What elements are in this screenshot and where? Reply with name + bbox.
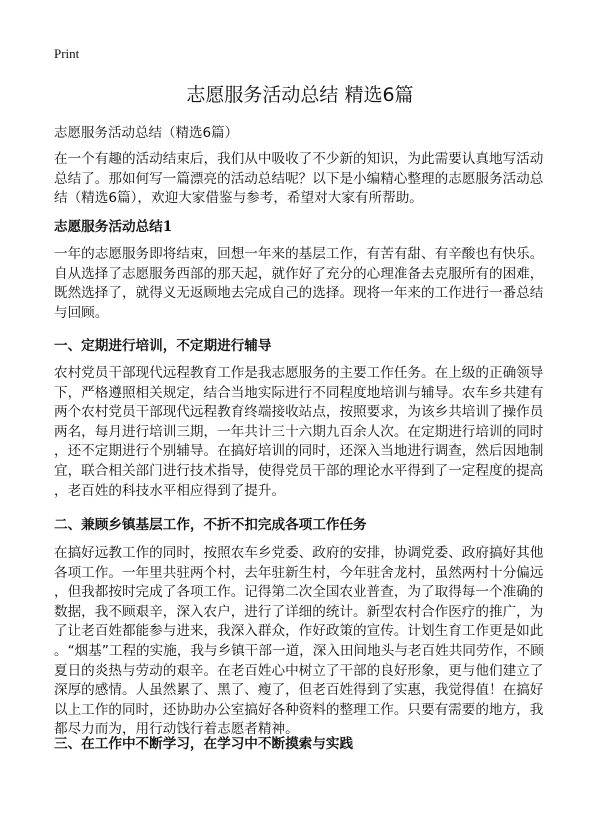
text-line: 宜，联合相关部门进行技术指导，使得党员干部的理论水平得到了一定程度的提高	[54, 462, 544, 479]
text-line: 。“烟基”工程的实施，我与乡镇干部一道，深入田间地头与老百姓共同劳作，不顾	[54, 642, 544, 659]
text-line: 两个农村党员干部现代远程教育终端接收站点，按照要求，为该乡共培训了操作员	[54, 404, 544, 421]
intro-paragraph	[54, 150, 554, 209]
print-link[interactable]: Print	[54, 46, 80, 61]
text-line: 总结了。那如何写一篇漂亮的活动总结呢？以下是小编精心整理的志愿服务活动总	[54, 170, 544, 187]
heading-a: 一、定期进行培训，不定期进行辅导	[54, 338, 272, 354]
heading-b: 二、兼顾乡镇基层工作，不折不扣完成各项工作任务	[54, 517, 367, 533]
text-line: 两名，每月进行培训三期，一年共计三十六期九百余人次。在定期进行培训的同时	[54, 423, 544, 440]
text-line: ，还不定期进行个别辅导。在搞好培训的同时，还深入当地进行调查，然后因地制	[54, 443, 544, 460]
text-line: 自从选择了志愿服务西部的那天起，就作好了充分的心理准备去克服所有的困难，	[54, 265, 544, 282]
text-line: 一年的志愿服务即将结束，回想一年来的基层工作，有苦有甜、有辛酸也有快乐。	[54, 246, 544, 262]
text-line: 数据，我不顾艰辛，深入农户，进行了详细的统计。新型农村合作医疗的推广，为	[54, 603, 544, 620]
paragraph-b	[54, 544, 554, 740]
text-line: 以上工作的同时，还协助办公室搞好各种资料的整理工作。只要有需要的地方，我	[54, 701, 544, 718]
section1-paragraph	[54, 245, 554, 323]
text-line: 夏日的炎热与劳动的艰辛。在老百姓心中树立了干部的良好形象，更与他们建立了	[54, 662, 544, 679]
text-line: 与回顾。	[54, 304, 109, 321]
text-line: 既然选择了，就得义无返顾地去完成自己的选择。现将一年来的工作进行一番总结	[54, 285, 544, 302]
text-line: 在搞好远教工作的同时，按照农车乡党委、政府的安排，协调党委、政府搞好其他	[54, 545, 544, 561]
text-line: 下，严格遵照相关规定，结合当地实际进行不同程度地培训与辅导。农车乡共建有	[54, 384, 544, 401]
text-line: 农村党员干部现代远程教育工作是我志愿服务的主要工作任务。在上级的正确领导	[54, 365, 544, 381]
heading-c: 三、在工作中不断学习，在学习中不断摸索与实践	[54, 736, 354, 752]
text-line: 了让老百姓都能参与进来，我深入群众，作好政策的宣传。计划生育工作更是如此	[54, 623, 544, 640]
text-line: 结（精选6篇），欢迎大家借鉴与参考，希望对大家有所帮助。	[54, 190, 423, 207]
text-line: 都尽力而为，用行动饯行着志愿者精神。	[54, 721, 299, 738]
text-line: ，老百姓的科技水平相应得到了提升。	[54, 482, 286, 499]
text-line: 各项工作。一年里共驻两个村，去年驻新生村，今年驻舍龙村，虽然两村十分偏远	[54, 564, 544, 581]
text-line: ，但我都按时完成了各项工作。记得第二次全国农业普查，为了取得每一个准确的	[54, 584, 544, 601]
text-line: 在一个有趣的活动结束后，我们从中吸收了不少新的知识，为此需要认真地写活动	[54, 151, 544, 167]
section1-heading: 志愿服务活动总结1	[54, 219, 173, 235]
subtitle: 志愿服务活动总结（精选6篇）	[54, 125, 239, 141]
paragraph-a	[54, 364, 554, 501]
text-line: 深厚的感情。人虽然累了、黑了、瘦了，但老百姓得到了实惠，我觉得值！在搞好	[54, 682, 544, 699]
page-title: 志愿服务活动总结 精选6篇	[186, 84, 414, 106]
